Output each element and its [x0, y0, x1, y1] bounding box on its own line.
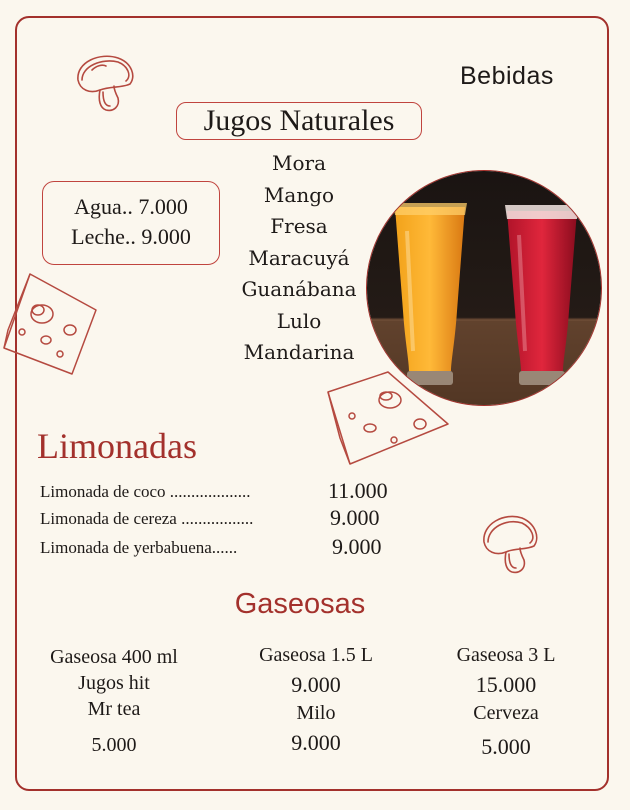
- list-item: [40, 505, 410, 531]
- item-price: 9.000: [291, 730, 341, 755]
- item-price: 5.000: [91, 734, 137, 756]
- list-item: Maracuyá: [248, 245, 350, 270]
- item-label: Leche..: [71, 224, 136, 249]
- list-item: Lulo: [276, 308, 322, 333]
- list-item: [43, 192, 219, 222]
- item-price: 9.000: [291, 672, 341, 697]
- item-label: Limonada de yerbabuena......: [40, 538, 238, 557]
- item-price: 15.000: [475, 672, 537, 697]
- item-price: 9.000: [330, 505, 380, 530]
- item-price: 11.000: [328, 478, 388, 503]
- gaseosas-column: [416, 644, 596, 760]
- item-label: Limonada de coco ...................: [40, 482, 251, 501]
- item-price: 9.000: [332, 534, 382, 559]
- juice-list: [228, 148, 370, 369]
- mushroom-icon: [70, 50, 142, 114]
- item-label: Agua..: [74, 194, 133, 219]
- list-item: [40, 534, 410, 560]
- item-label: Jugos hit: [78, 672, 150, 694]
- section-title-limonadas: Limonadas: [37, 426, 197, 466]
- item-label: Milo: [296, 702, 336, 724]
- list-item: Fresa: [270, 214, 328, 238]
- item-label: Gaseosa 1.5 L: [259, 644, 373, 666]
- gaseosas-column: [22, 646, 206, 760]
- list-item: Guanábana: [241, 277, 357, 301]
- item-label: Gaseosa 400 ml: [50, 646, 178, 668]
- item-label: Gaseosa 3 L: [456, 644, 556, 666]
- list-item: Mango: [263, 182, 335, 207]
- item-price: 5.000: [481, 734, 531, 759]
- section-title-gaseosas: Gaseosas: [234, 588, 366, 620]
- item-price: 9.000: [141, 224, 191, 249]
- item-price: 7.000: [138, 194, 188, 219]
- list-item: [40, 478, 410, 504]
- item-label: Mr tea: [87, 698, 141, 720]
- juice-glasses-photo: [366, 170, 602, 406]
- gaseosas-column: [226, 644, 406, 756]
- list-item: Mora: [271, 151, 326, 175]
- mushroom-icon: [474, 508, 546, 580]
- list-item: [43, 222, 219, 252]
- page-title: Bebidas: [460, 62, 554, 90]
- item-label: Cerveza: [473, 702, 539, 724]
- list-item: Mandarina: [243, 340, 355, 364]
- item-label: Limonada de cereza .................: [40, 509, 254, 528]
- section-title-jugos: Jugos Naturales: [176, 102, 422, 140]
- cheese-icon: [0, 270, 100, 380]
- basic-drinks-box: [42, 181, 220, 265]
